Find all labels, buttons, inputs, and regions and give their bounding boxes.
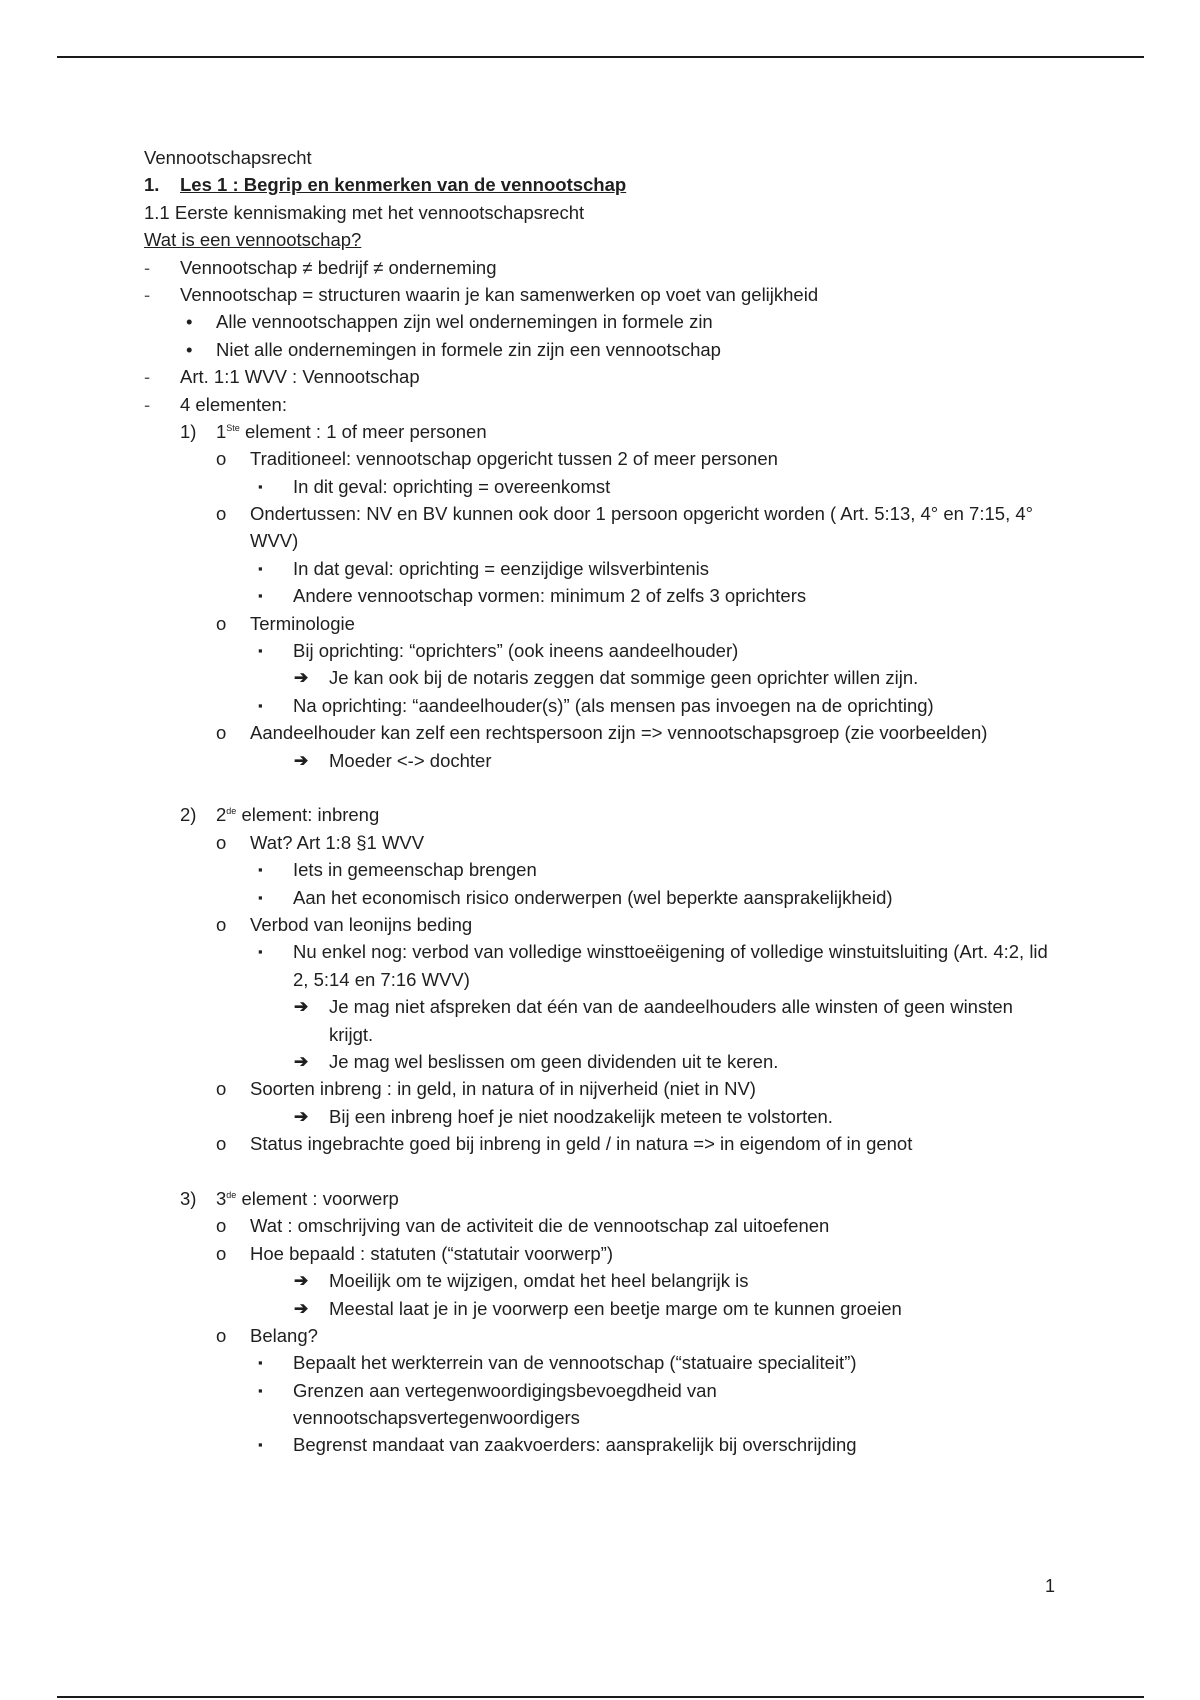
- square-marker: ▪: [258, 889, 263, 905]
- square-marker: ▪: [258, 1355, 263, 1371]
- list-item: - Vennootschap = structuren waarin je kan samenwerken op voet van gelijkheid: [144, 281, 1094, 308]
- square-marker: ▪: [258, 643, 263, 659]
- list-item: ▪ Bepaalt het werkterrein van de vennootschap (“statuaire specialiteit”): [144, 1349, 1094, 1376]
- arrow-icon: ➔: [294, 1106, 309, 1126]
- list-item: ▪ Aan het economisch risico onderwerpen (wel beperkte aansprakelijkheid): [144, 884, 1094, 911]
- circle-marker: o: [216, 722, 227, 744]
- numbered-item: 3) 3de element : voorwerp: [144, 1185, 1094, 1212]
- list-item: ▪ In dat geval: oprichting = eenzijdige wilsverbintenis: [144, 555, 1094, 582]
- square-marker: ▪: [258, 588, 263, 604]
- document-body: [144, 144, 1094, 1459]
- heading-text: Les 1 : Begrip en kenmerken van de vennootschap: [180, 174, 627, 196]
- dash-marker: -: [144, 283, 151, 305]
- list-item: ▪ Na oprichting: “aandeelhouder(s)” (als mensen pas invoegen na de oprichting): [144, 692, 1094, 719]
- list-item: - Vennootschap ≠ bedrijf ≠ onderneming: [144, 254, 1094, 281]
- circle-marker: o: [216, 503, 227, 525]
- numbered-item: 1) 1Ste element : 1 of meer personen: [144, 418, 1094, 445]
- list-item: ▪ Grenzen aan vertegenwoordigingsbevoegdheid van vennootschapsvertegenwoordigers: [144, 1377, 1094, 1432]
- list-item: o Terminologie: [144, 610, 1094, 637]
- arrow-icon: ➔: [294, 997, 309, 1017]
- list-item: o Hoe bepaald : statuten (“statutair voorwerp”): [144, 1240, 1094, 1267]
- page-number: 1: [1045, 1576, 1056, 1596]
- square-marker: ▪: [258, 478, 263, 494]
- square-marker: ▪: [258, 862, 263, 878]
- list-item: ➔ Bij een inbreng hoef je niet noodzakelijk meteen te volstorten.: [144, 1103, 1094, 1130]
- circle-marker: o: [216, 1324, 227, 1346]
- item-number: 3): [180, 1187, 197, 1209]
- list-item: o Status ingebrachte goed bij inbreng in geld / in natura => in eigendom of in genot: [144, 1130, 1094, 1157]
- list-item: ▪ Nu enkel nog: verbod van volledige winsttoeëigening of volledige winstuitsluiting (Art. 4:2, lid 2, 5:14 en 7:16 WVV): [144, 938, 1094, 993]
- arrow-icon: ➔: [294, 668, 309, 688]
- list-item: • Niet alle ondernemingen in formele zin zijn een vennootschap: [144, 336, 1094, 363]
- heading-3: Wat is een vennootschap?: [144, 229, 362, 251]
- item-number: 2): [180, 804, 197, 826]
- list-item: o Ondertussen: NV en BV kunnen ook door 1 persoon opgericht worden ( Art. 5:13, 4° en 7:15, 4° WVV): [144, 500, 1094, 555]
- dash-marker: -: [144, 256, 151, 278]
- list-item: o Verbod van leonijns beding: [144, 911, 1094, 938]
- bullet-marker: •: [186, 311, 193, 333]
- dash-marker: -: [144, 366, 151, 388]
- item-number: 1): [180, 420, 197, 442]
- circle-marker: o: [216, 1242, 227, 1264]
- heading-number: 1.: [144, 174, 160, 196]
- square-marker: ▪: [258, 560, 263, 576]
- circle-marker: o: [216, 1215, 227, 1237]
- circle-marker: o: [216, 913, 227, 935]
- list-item: ▪ Begrenst mandaat van zaakvoerders: aansprakelijk bij overschrijding: [144, 1431, 1094, 1458]
- spacer: [144, 774, 1094, 801]
- list-item: ▪ Iets in gemeenschap brengen: [144, 856, 1094, 883]
- list-item: o Wat? Art 1:8 §1 WVV: [144, 829, 1094, 856]
- list-item: o Soorten inbreng : in geld, in natura of in nijverheid (niet in NV): [144, 1075, 1094, 1102]
- footer-rule: [57, 1696, 1144, 1698]
- square-marker: ▪: [258, 1437, 263, 1453]
- dash-marker: -: [144, 393, 151, 415]
- list-item: o Aandeelhouder kan zelf een rechtspersoon zijn => vennootschapsgroep (zie voorbeelden): [144, 719, 1094, 746]
- circle-marker: o: [216, 1078, 227, 1100]
- circle-marker: o: [216, 1133, 227, 1155]
- square-marker: ▪: [258, 697, 263, 713]
- list-item: o Wat : omschrijving van de activiteit die de vennootschap zal uitoefenen: [144, 1212, 1094, 1239]
- bullet-marker: •: [186, 338, 193, 360]
- list-item: o Belang?: [144, 1322, 1094, 1349]
- arrow-icon: ➔: [294, 1271, 309, 1291]
- list-item: ▪ Bij oprichting: “oprichters” (ook ineens aandeelhouder): [144, 637, 1094, 664]
- numbered-item: 2) 2de element: inbreng: [144, 801, 1094, 828]
- list-item: ➔ Je mag niet afspreken dat één van de aandeelhouders alle winsten of geen winsten krijgt.: [144, 993, 1094, 1048]
- square-marker: ▪: [258, 1382, 263, 1398]
- heading-2: 1.1 Eerste kennismaking met het vennootschapsrecht: [144, 201, 585, 223]
- circle-marker: o: [216, 831, 227, 853]
- list-item: - 4 elementen:: [144, 391, 1094, 418]
- list-item: - Art. 1:1 WVV : Vennootschap: [144, 363, 1094, 390]
- document-title: Vennootschapsrecht: [144, 147, 312, 168]
- list-item: ➔ Moeder <-> dochter: [144, 747, 1094, 774]
- list-item: ▪ In dit geval: oprichting = overeenkomst: [144, 473, 1094, 500]
- spacer: [144, 1158, 1094, 1185]
- arrow-icon: ➔: [294, 1298, 309, 1318]
- circle-marker: o: [216, 448, 227, 470]
- list-item: ➔ Je kan ook bij de notaris zeggen dat sommige geen oprichter willen zijn.: [144, 664, 1094, 691]
- list-item: o Traditioneel: vennootschap opgericht tussen 2 of meer personen: [144, 445, 1094, 472]
- heading-1: [144, 171, 1094, 198]
- list-item: ➔ Meestal laat je in je voorwerp een beetje marge om te kunnen groeien: [144, 1295, 1094, 1322]
- list-item: ➔ Je mag wel beslissen om geen dividenden uit te keren.: [144, 1048, 1094, 1075]
- arrow-icon: ➔: [294, 750, 309, 770]
- list-item: ➔ Moeilijk om te wijzigen, omdat het heel belangrijk is: [144, 1267, 1094, 1294]
- header-rule: [57, 56, 1144, 58]
- list-item: • Alle vennootschappen zijn wel ondernemingen in formele zin: [144, 308, 1094, 335]
- square-marker: ▪: [258, 944, 263, 960]
- arrow-icon: ➔: [294, 1051, 309, 1071]
- list-item: ▪ Andere vennootschap vormen: minimum 2 of zelfs 3 oprichters: [144, 582, 1094, 609]
- circle-marker: o: [216, 612, 227, 634]
